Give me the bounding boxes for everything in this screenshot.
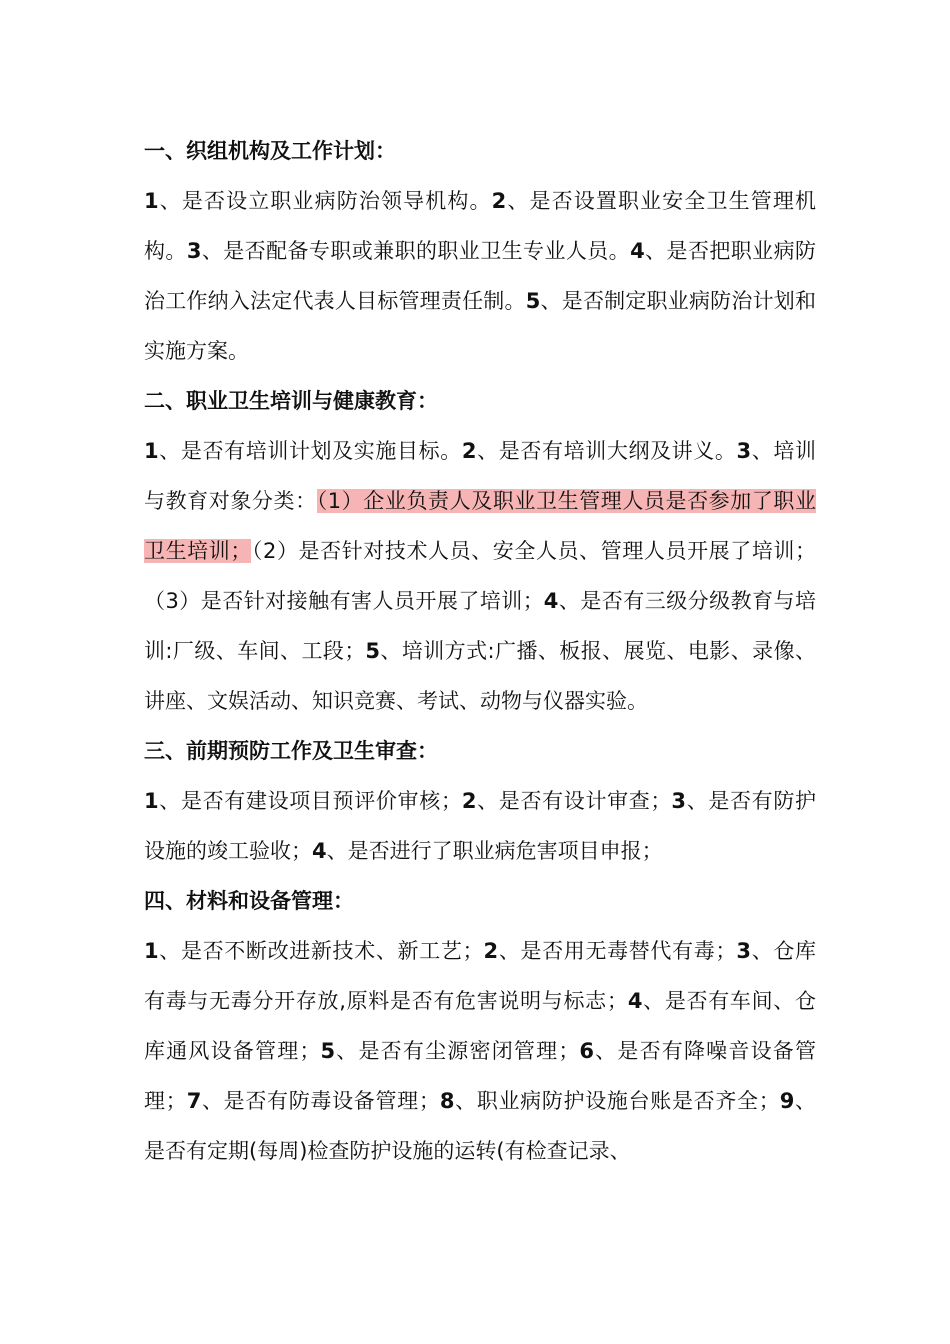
paragraph-text: 、是否进行了职业病危害项目申报；: [326, 839, 663, 863]
section-heading: 四、材料和设备管理：: [144, 889, 354, 913]
item-number: 1: [144, 189, 159, 213]
paragraph-text: 、是否用无毒替代有毒；: [498, 939, 737, 963]
section-heading: 二、职业卫生培训与健康教育：: [144, 389, 438, 413]
paragraph-text: 、职业病防护设施台账是否齐全；: [454, 1089, 780, 1113]
paragraph-text: 、培训方式:广播、板报、展览、电影、录像、讲座、文娱活动、知识竞赛、考试、动物与仪器实验。: [144, 639, 816, 713]
paragraph-text: 、是否有防护设施的竣工验收；: [144, 789, 817, 863]
item-number: 2: [461, 439, 477, 463]
item-number: 6: [579, 1039, 594, 1063]
section-paragraph: [144, 926, 816, 1176]
paragraph-text: 、是否有防毒设备管理；: [201, 1089, 440, 1113]
section-paragraph: [144, 776, 816, 876]
document-body: [144, 126, 816, 1176]
paragraph-text: 、是否制定职业病防治计划和实施方案。: [144, 289, 817, 363]
paragraph-text: 、是否把职业病防治工作纳入法定代表人目标管理责任制。: [144, 239, 817, 313]
paragraph-text: 、是否有定期(每周)检查防护设施的运转(有检查记录、: [144, 1089, 817, 1163]
paragraph-text: 、培训与教育对象分类：: [144, 439, 817, 513]
item-number: 5: [365, 639, 380, 663]
paragraph-text: 、是否有培训大纲及讲义。: [476, 439, 737, 463]
item-number: 3: [186, 239, 202, 263]
paragraph-text: 、是否配备专职或兼职的职业卫生专业人员。: [201, 239, 631, 263]
section-paragraph: [144, 426, 816, 726]
highlighted-text: （1）企业负责人及职业卫生管理人员是否参加了职业卫生培训；: [144, 489, 817, 563]
paragraph-text: 、是否有建设项目预评价审核；: [158, 789, 462, 813]
paragraph-text: 、是否有设计审查；: [476, 789, 672, 813]
item-number: 4: [627, 989, 643, 1013]
paragraph-text: 、是否有尘源密闭管理；: [335, 1039, 580, 1063]
item-number: 3: [736, 439, 752, 463]
paragraph-text: 、是否设置职业安全卫生管理机构。: [144, 189, 816, 263]
section-heading: 三、前期预防工作及卫生审查：: [144, 739, 438, 763]
item-number: 8: [439, 1089, 455, 1113]
paragraph-text: 、是否有培训计划及实施目标。: [158, 439, 462, 463]
item-number: 3: [736, 939, 752, 963]
item-number: 1: [144, 439, 159, 463]
item-number: 2: [461, 789, 477, 813]
paragraph-text: （2）是否针对技术人员、安全人员、管理人员开展了培训；（3）是否针对接触有害人员开展了培训；: [144, 539, 817, 613]
item-number: 1: [144, 789, 159, 813]
item-number: 3: [671, 789, 687, 813]
paragraph-text: 、仓库有毒与无毒分开存放,原料是否有危害说明与标志；: [144, 939, 817, 1013]
item-number: 4: [312, 839, 327, 863]
item-number: 4: [630, 239, 645, 263]
item-number: 5: [525, 289, 541, 313]
paragraph-text: 、是否有三级分级教育与培训:厂级、车间、工段；: [144, 589, 817, 663]
paragraph-text: 、是否不断改进新技术、新工艺；: [158, 939, 484, 963]
section-paragraph: [144, 176, 816, 376]
item-number: 9: [779, 1089, 795, 1113]
section-heading: 一、织组机构及工作计划：: [144, 139, 396, 163]
item-number: 2: [483, 939, 499, 963]
item-number: 2: [491, 189, 507, 213]
item-number: 4: [543, 589, 559, 613]
paragraph-text: 、是否有降噪音设备管理；: [144, 1039, 817, 1113]
paragraph-text: 、是否有车间、仓库通风设备管理；: [144, 989, 817, 1063]
paragraph-text: 、是否设立职业病防治领导机构。: [158, 189, 492, 213]
item-number: 7: [186, 1089, 202, 1113]
item-number: 1: [144, 939, 159, 963]
item-number: 5: [320, 1039, 336, 1063]
